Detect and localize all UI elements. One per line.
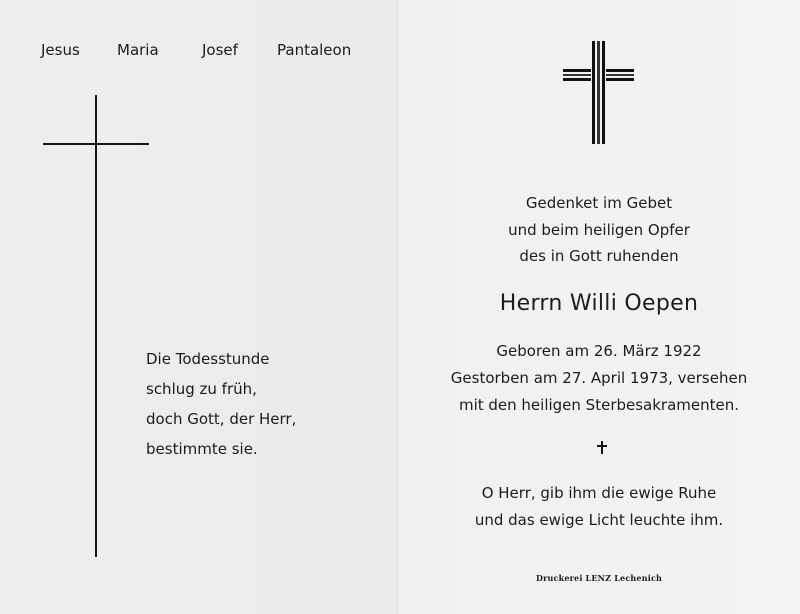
left-cross-horizontal-bar: [43, 143, 149, 145]
death-date: Gestorben am 27. April 1973, versehen: [450, 369, 748, 387]
printer-credit: Druckerei LENZ Lechenich: [535, 573, 663, 583]
commemoration-line: und beim heiligen Opfer: [508, 221, 690, 239]
holy-name-jesus: Jesus: [41, 41, 80, 59]
verse-line: Die Todesstunde: [146, 350, 270, 368]
sacraments-line: mit den heiligen Sterbesakramenten.: [458, 396, 740, 414]
deceased-name: Herrn Willi Oepen: [499, 291, 699, 316]
left-cross-vertical-bar: [95, 95, 97, 557]
verse-line: doch Gott, der Herr,: [146, 410, 297, 428]
prayer-line: und das ewige Licht leuchte ihm.: [474, 511, 724, 529]
holy-name-josef: Josef: [202, 41, 238, 59]
left-panel: [0, 0, 398, 614]
prayer-line: O Herr, gib ihm die ewige Ruhe: [481, 484, 717, 502]
commemoration-line: Gedenket im Gebet: [525, 194, 673, 212]
verse-line: bestimmte sie.: [146, 440, 258, 458]
small-cross-icon: [597, 441, 607, 454]
holy-name-maria: Maria: [117, 41, 159, 59]
verse-line: schlug zu früh,: [146, 380, 257, 398]
holy-name-pantaleon: Pantaleon: [277, 41, 352, 59]
birth-date: Geboren am 26. März 1922: [496, 342, 702, 360]
commemoration-line: des in Gott ruhenden: [519, 247, 679, 265]
